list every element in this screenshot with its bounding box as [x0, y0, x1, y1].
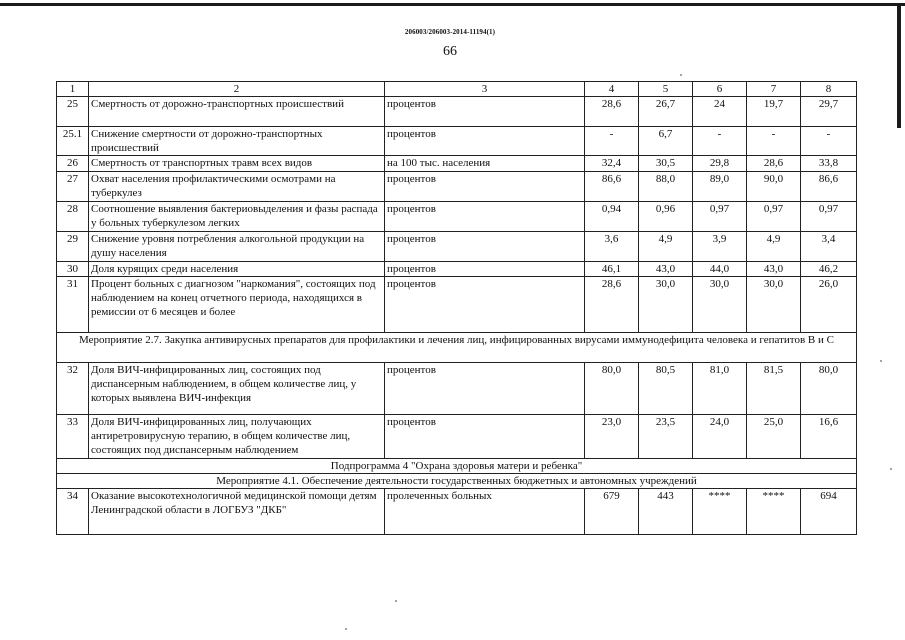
indicator-name-cell: Доля ВИЧ-инфицированных лиц, состоящих под диспансерным наблюдением, в общем количестве лиц, у которых выявлена ВИЧ-инфекция — [89, 363, 385, 415]
value-cell-col4: 32,4 — [585, 156, 639, 172]
row-number-cell: 28 — [57, 202, 89, 232]
unit-cell: процентов — [385, 262, 585, 277]
value-cell-col4: 3,6 — [585, 232, 639, 262]
value-cell-col5: 23,5 — [639, 415, 693, 459]
table-row — [57, 127, 857, 156]
table-row — [57, 363, 857, 415]
value-cell-col5: 80,5 — [639, 363, 693, 415]
value-cell-col8: 86,6 — [801, 172, 857, 202]
unit-cell: пролеченных больных — [385, 489, 585, 535]
scan-speckle — [890, 468, 892, 470]
value-cell-col4: 80,0 — [585, 363, 639, 415]
value-cell-col6: 44,0 — [693, 262, 747, 277]
unit-cell: процентов — [385, 127, 585, 156]
indicator-name-cell: Оказание высокотехнологичной медицинской помощи детям Ленинградской области в ЛОГБУЗ "ДКБ" — [89, 489, 385, 535]
header-cell: 4 — [585, 82, 639, 97]
value-cell-col7: 81,5 — [747, 363, 801, 415]
header-cell: 6 — [693, 82, 747, 97]
value-cell-col7: 0,97 — [747, 202, 801, 232]
value-cell-col5: 43,0 — [639, 262, 693, 277]
value-cell-col7: **** — [747, 489, 801, 535]
row-number-cell: 34 — [57, 489, 89, 535]
document-id: 206003/206003-2014-11194(1) — [404, 28, 496, 36]
table-row — [57, 489, 857, 535]
unit-cell: процентов — [385, 202, 585, 232]
scan-speckle — [395, 600, 397, 602]
section-title: Мероприятие 2.7. Закупка антивирусных препаратов для профилактики и лечения лиц, инфицированных вирусами иммунодефицита человека и гепатитов В и С — [57, 333, 857, 363]
value-cell-col8: 33,8 — [801, 156, 857, 172]
row-number-cell: 31 — [57, 277, 89, 333]
value-cell-col5: 0,96 — [639, 202, 693, 232]
value-cell-col4: - — [585, 127, 639, 156]
row-number-cell: 26 — [57, 156, 89, 172]
table-row — [57, 415, 857, 459]
table-row — [57, 202, 857, 232]
indicator-name-cell: Доля курящих среди населения — [89, 262, 385, 277]
header-cell: 1 — [57, 82, 89, 97]
value-cell-col6: 24 — [693, 97, 747, 127]
row-number-cell: 32 — [57, 363, 89, 415]
row-number-cell: 30 — [57, 262, 89, 277]
row-number-cell: 27 — [57, 172, 89, 202]
value-cell-col5: 6,7 — [639, 127, 693, 156]
table-row — [57, 172, 857, 202]
value-cell-col6: 3,9 — [693, 232, 747, 262]
value-cell-col8: 26,0 — [801, 277, 857, 333]
row-number-cell: 25.1 — [57, 127, 89, 156]
section-row — [57, 474, 857, 489]
unit-cell: процентов — [385, 172, 585, 202]
value-cell-col8: 694 — [801, 489, 857, 535]
unit-cell: процентов — [385, 415, 585, 459]
section-row — [57, 459, 857, 474]
value-cell-col6: **** — [693, 489, 747, 535]
value-cell-col7: 30,0 — [747, 277, 801, 333]
value-cell-col4: 679 — [585, 489, 639, 535]
header-cell: 7 — [747, 82, 801, 97]
indicator-name-cell: Охват населения профилактическими осмотрами на туберкулез — [89, 172, 385, 202]
top-border-line — [0, 3, 905, 6]
section-title: Мероприятие 4.1. Обеспечение деятельности государственных бюджетных и автономных учреждений — [57, 474, 857, 489]
value-cell-col7: 28,6 — [747, 156, 801, 172]
table-row — [57, 262, 857, 277]
table-row — [57, 97, 857, 127]
value-cell-col5: 30,0 — [639, 277, 693, 333]
value-cell-col4: 0,94 — [585, 202, 639, 232]
value-cell-col5: 30,5 — [639, 156, 693, 172]
table-row — [57, 277, 857, 333]
scan-speckle — [680, 74, 682, 76]
value-cell-col7: 4,9 — [747, 232, 801, 262]
header-cell: 3 — [385, 82, 585, 97]
table-body — [57, 82, 857, 535]
section-title: Подпрограмма 4 "Охрана здоровья матери и ребенка" — [57, 459, 857, 474]
scan-speckle — [880, 360, 882, 362]
value-cell-col8: 3,4 — [801, 232, 857, 262]
section-row — [57, 333, 857, 363]
value-cell-col4: 28,6 — [585, 277, 639, 333]
indicator-name-cell: Соотношение выявления бактериовыделения и фазы распада у больных туберкулезом легких — [89, 202, 385, 232]
header-cell: 5 — [639, 82, 693, 97]
table-row — [57, 156, 857, 172]
value-cell-col7: 43,0 — [747, 262, 801, 277]
value-cell-col5: 443 — [639, 489, 693, 535]
header-cell: 2 — [89, 82, 385, 97]
value-cell-col4: 28,6 — [585, 97, 639, 127]
right-border-line — [897, 6, 901, 128]
indicator-name-cell: Процент больных с диагнозом "наркомания", состоящих под наблюдением на конец отчетного периода, находящихся в ремиссии от 6 месяцев и более — [89, 277, 385, 333]
unit-cell: процентов — [385, 363, 585, 415]
value-cell-col6: 89,0 — [693, 172, 747, 202]
indicator-name-cell: Смертность от дорожно-транспортных происшествий — [89, 97, 385, 127]
value-cell-col6: 81,0 — [693, 363, 747, 415]
value-cell-col8: - — [801, 127, 857, 156]
unit-cell: процентов — [385, 232, 585, 262]
value-cell-col6: 0,97 — [693, 202, 747, 232]
table-row — [57, 232, 857, 262]
indicator-name-cell: Доля ВИЧ-инфицированных лиц, получающих антиретровирусную терапию, в общем количестве лиц, состоящих под диспансерным наблюдением — [89, 415, 385, 459]
indicator-name-cell: Снижение смертности от дорожно-транспортных происшествий — [89, 127, 385, 156]
value-cell-col7: 19,7 — [747, 97, 801, 127]
value-cell-col8: 46,2 — [801, 262, 857, 277]
value-cell-col4: 23,0 — [585, 415, 639, 459]
value-cell-col8: 16,6 — [801, 415, 857, 459]
unit-cell: на 100 тыс. населения — [385, 156, 585, 172]
value-cell-col8: 80,0 — [801, 363, 857, 415]
unit-cell: процентов — [385, 97, 585, 127]
unit-cell: процентов — [385, 277, 585, 333]
value-cell-col7: 25,0 — [747, 415, 801, 459]
value-cell-col5: 26,7 — [639, 97, 693, 127]
value-cell-col6: 30,0 — [693, 277, 747, 333]
indicator-name-cell: Смертность от транспортных травм всех видов — [89, 156, 385, 172]
indicators-table — [56, 81, 857, 535]
table-header-row — [57, 82, 857, 97]
row-number-cell: 25 — [57, 97, 89, 127]
value-cell-col7: 90,0 — [747, 172, 801, 202]
value-cell-col6: - — [693, 127, 747, 156]
page-number: 66 — [443, 44, 457, 59]
value-cell-col6: 24,0 — [693, 415, 747, 459]
value-cell-col4: 46,1 — [585, 262, 639, 277]
indicator-name-cell: Снижение уровня потребления алкогольной продукции на душу населения — [89, 232, 385, 262]
value-cell-col8: 29,7 — [801, 97, 857, 127]
value-cell-col5: 88,0 — [639, 172, 693, 202]
value-cell-col8: 0,97 — [801, 202, 857, 232]
scan-speckle — [345, 628, 347, 630]
row-number-cell: 29 — [57, 232, 89, 262]
value-cell-col4: 86,6 — [585, 172, 639, 202]
row-number-cell: 33 — [57, 415, 89, 459]
value-cell-col6: 29,8 — [693, 156, 747, 172]
value-cell-col7: - — [747, 127, 801, 156]
header-cell: 8 — [801, 82, 857, 97]
value-cell-col5: 4,9 — [639, 232, 693, 262]
